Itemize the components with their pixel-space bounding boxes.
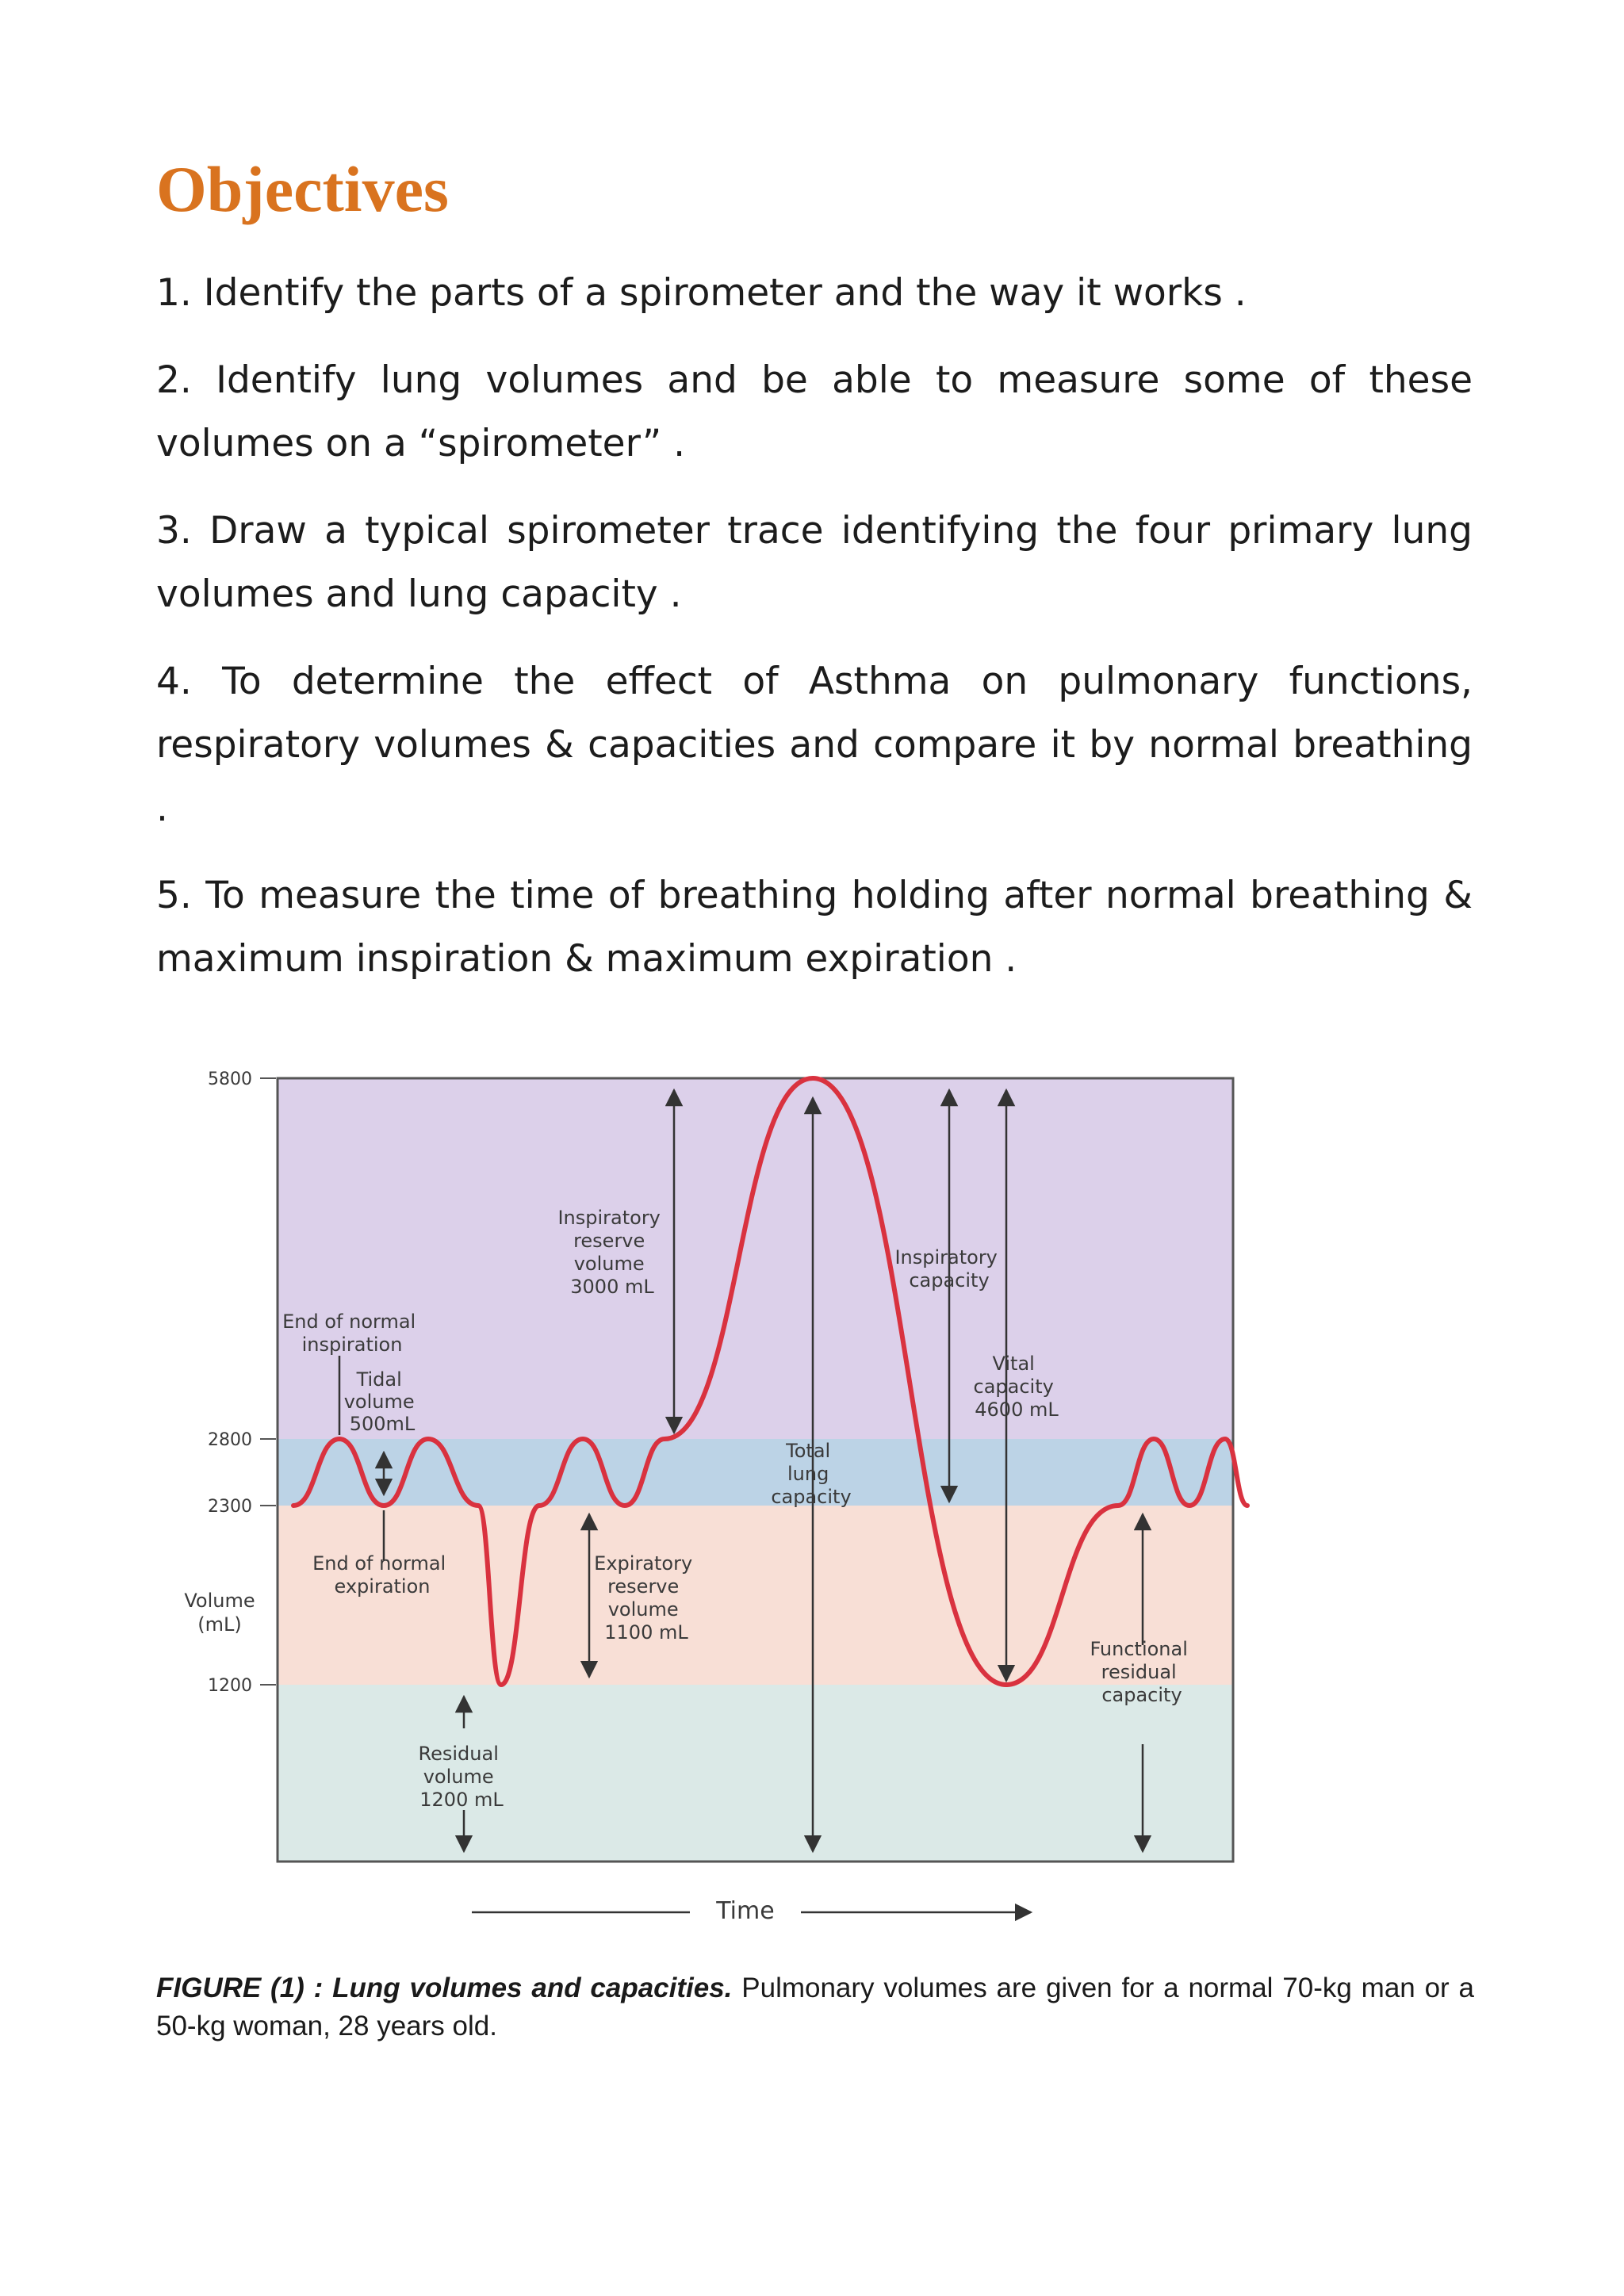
y-tick-label: 5800	[208, 1070, 252, 1089]
lung-volumes-figure	[167, 1054, 1277, 1934]
objectives-list	[156, 262, 1473, 1015]
erv-label: Expiratory reserve volume 1100 mL	[594, 1552, 693, 1644]
tidal-label: Tidal volume 500mL	[343, 1368, 416, 1435]
y-axis-label: (mL)	[197, 1613, 242, 1636]
objective-item: 5. To measure the time of breathing holding after normal breathing & maximum inspiration & maximum expiration .	[156, 874, 1473, 981]
objective-item: 4. To determine the effect of Asthma on pulmonary functions, respiratory volumes & capacities and compare it by normal breathing .	[156, 660, 1473, 830]
lung-volumes-chart	[167, 1054, 1277, 1934]
objective-item: 3. Draw a typical spirometer trace identifying the four primary lung volumes and lung capacity .	[156, 509, 1473, 616]
y-axis-label: Volume	[184, 1590, 255, 1612]
end-exp-label: End of normal expiration	[312, 1552, 446, 1598]
time-axis	[472, 1897, 1031, 1925]
caption-text: Pulmonary volumes are given for a normal 70-kg man or a 50-kg woman, 28 years old.	[156, 1973, 1475, 2042]
tlc-label: Total lung capacity	[771, 1440, 852, 1508]
page-heading: Objectives	[156, 153, 449, 225]
inspiratory-zone	[278, 1078, 1233, 1439]
figure-caption	[156, 1969, 1474, 2045]
irv-label: Inspiratory reserve volume 3000 mL	[557, 1207, 661, 1298]
objective-item: 2. Identify lung volumes and be able to measure some of these volumes on a “spirometer” .	[156, 358, 1473, 465]
frc-label: Functional residual capacity	[1090, 1638, 1188, 1706]
tidal-zone	[278, 1439, 1233, 1506]
ic-label: Inspiratory capacity	[894, 1246, 998, 1292]
x-axis-label: Time	[716, 1897, 775, 1925]
residual-zone	[278, 1685, 1233, 1862]
y-axis	[184, 1070, 276, 1696]
objective-item: 1. Identify the parts of a spirometer and the way it works .	[156, 271, 1247, 315]
rv-label: Residual volume 1200 mL	[418, 1743, 504, 1811]
caption-label: FIGURE (1) : Lung volumes and capacities.	[156, 1973, 733, 2003]
y-tick-label: 2800	[208, 1430, 252, 1450]
vc-label: Vital capacity 4600 mL	[973, 1353, 1059, 1421]
y-tick-label: 1200	[208, 1676, 252, 1696]
y-tick-label: 2300	[208, 1497, 252, 1517]
end-insp-label: End of normal inspiration	[282, 1311, 416, 1356]
